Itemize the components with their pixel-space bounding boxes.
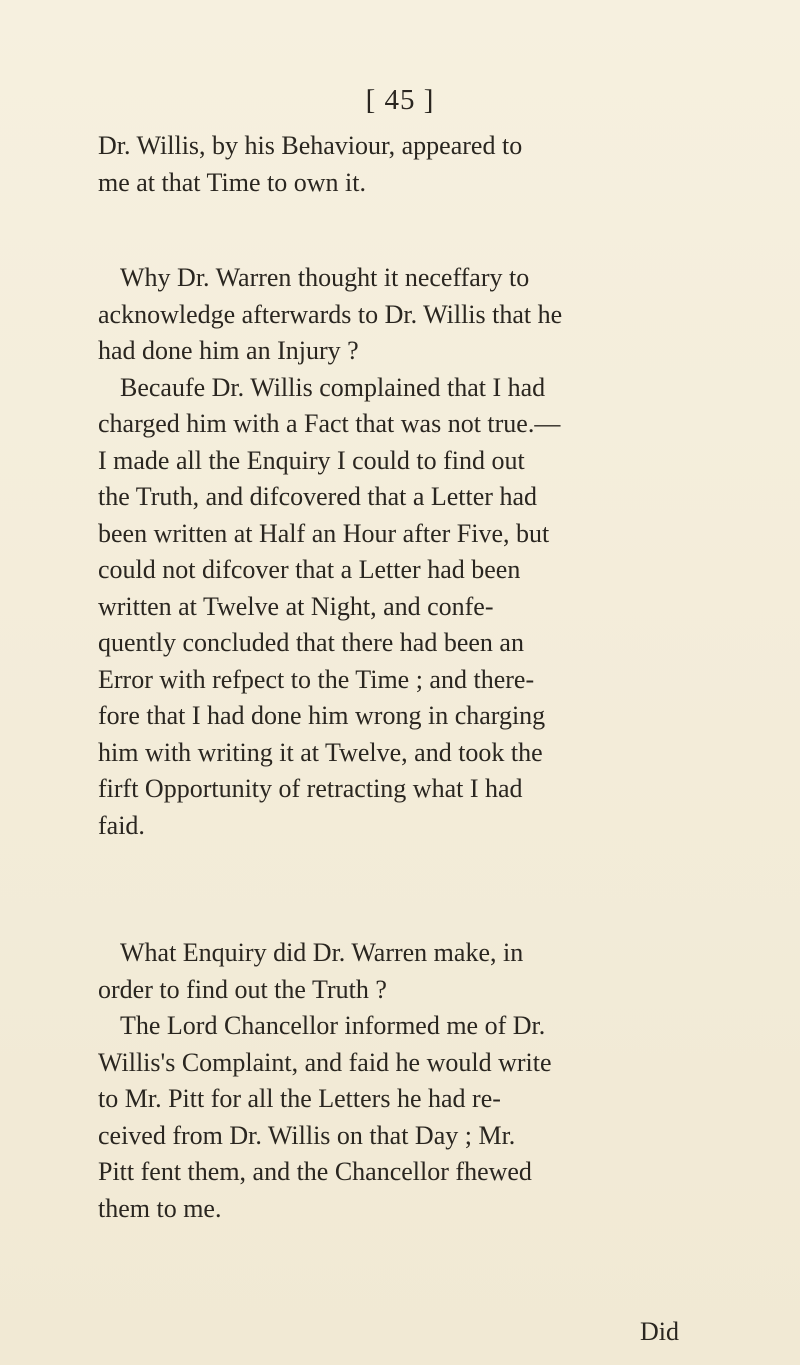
answer-line: faid.: [98, 810, 145, 840]
question-line: acknowledge afterwards to Dr. Willis that he: [98, 299, 563, 329]
answer-line: charged him with a Fact that was not true.—: [98, 409, 561, 438]
answer-line: the Truth, and difcovered that a Letter had: [98, 482, 537, 511]
answer-line: The Lord Chancellor informed me of Dr.: [120, 1011, 546, 1040]
answer-line: firft Opportunity of retracting what I had: [98, 774, 523, 803]
answer-line: them to me.: [98, 1193, 222, 1223]
paragraph-continuation: [98, 128, 683, 201]
text-line: Dr. Willis, by his Behaviour, appeared to: [98, 131, 523, 160]
answer-line: Willis's Complaint, and faid he would write: [98, 1047, 552, 1077]
answer-line: I made all the Enquiry I could to find out: [98, 445, 525, 475]
text-line: me at that Time to own it.: [98, 167, 366, 197]
answer-line: quently concluded that there had been an: [98, 628, 524, 657]
answer-line: Pitt fent them, and the Chancellor fhewed: [98, 1157, 532, 1186]
question-line: Why Dr. Warren thought it neceffary to: [120, 263, 530, 292]
answer-line: written at Twelve at Night, and confe-: [98, 591, 494, 621]
answer-line: been written at Half an Hour after Five, but: [98, 518, 550, 548]
answer-line: Error with refpect to the Time ; and there-: [98, 664, 535, 694]
question-line: had done him an Injury ?: [98, 336, 359, 365]
answer-line: him with writing it at Twelve, and took the: [98, 737, 543, 767]
answer-line: fore that I had done him wrong in charging: [98, 701, 546, 730]
question-answer-block: [98, 260, 683, 844]
page-number-header: [ 45 ]: [365, 84, 435, 116]
question-answer-block: [98, 935, 683, 1227]
answer-line: could not difcover that a Letter had been: [98, 555, 521, 584]
answer-line: to Mr. Pitt for all the Letters he had re-: [98, 1084, 501, 1113]
answer-line: ceived from Dr. Willis on that Day ; Mr.: [98, 1120, 516, 1150]
answer-line: Becaufe Dr. Willis complained that I had: [120, 372, 546, 402]
catchword: Did: [640, 1317, 679, 1346]
question-line: order to find out the Truth ?: [98, 974, 387, 1004]
question-line: What Enquiry did Dr. Warren make, in: [120, 938, 524, 967]
